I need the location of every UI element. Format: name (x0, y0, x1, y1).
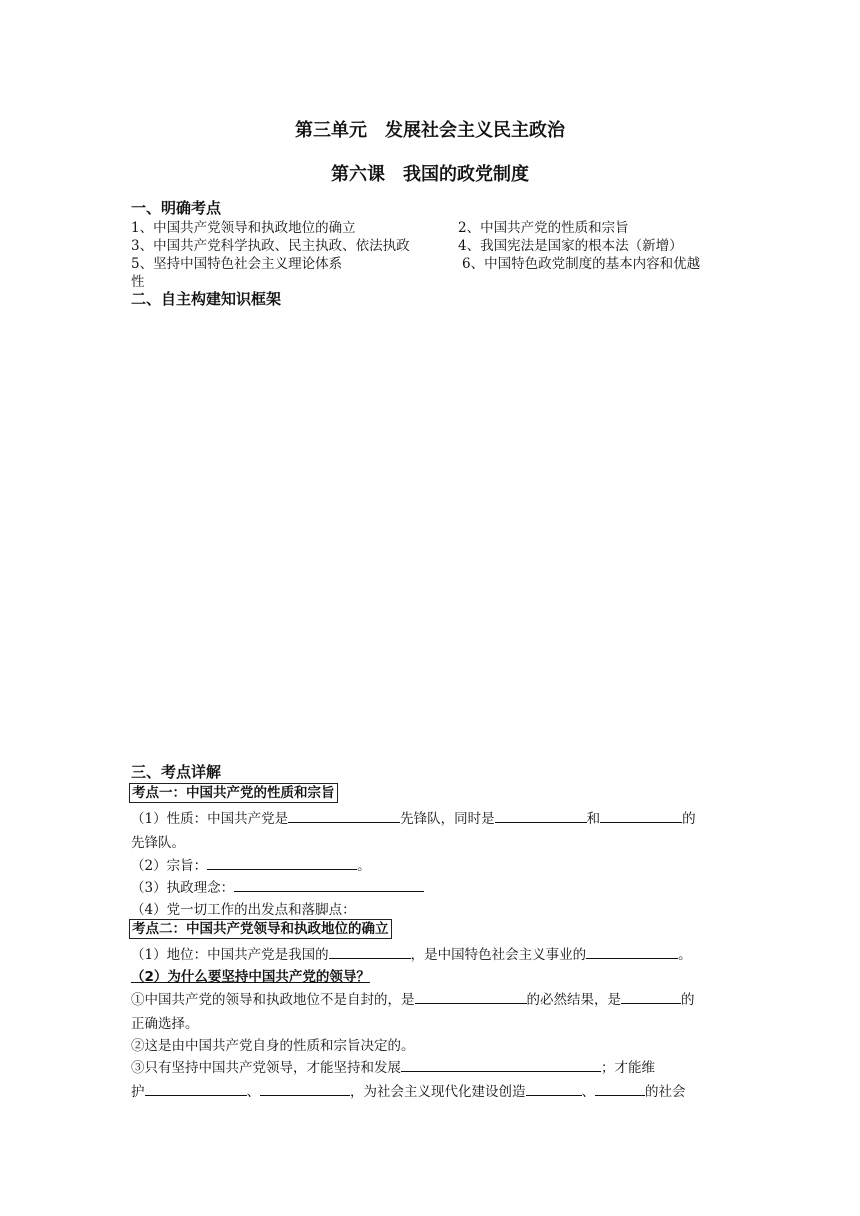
blank-r3-1[interactable] (401, 1057, 601, 1072)
section-heading-details: 三、考点详解 (131, 763, 222, 781)
kp2-status-line: （1）地位：中国共产党是我国的 ，是中国特色社会主义事业的 。 (131, 943, 692, 963)
unit-title: 第三单元 发展社会主义民主政治 (295, 120, 565, 141)
section-heading-knowledge-framework: 二、自主构建知识框架 (131, 290, 282, 308)
blank-r3-2[interactable] (145, 1081, 247, 1096)
kp1-start-line: （4）党一切工作的出发点和落脚点： (131, 902, 356, 918)
blank-status-1[interactable] (329, 944, 411, 959)
blank-idea[interactable] (234, 877, 424, 892)
exam-point-4: 4、我国宪法是国家的根本法（新增） (458, 238, 683, 254)
exam-point-2: 2、中国共产党的性质和宗旨 (458, 220, 629, 236)
section-heading-exam-points: 一、明确考点 (131, 199, 222, 217)
blank-r1-2[interactable] (621, 989, 681, 1004)
kp2-reason-1: ①中国共产党的领导和执政地位不是自封的，是 的必然结果，是 的 (131, 988, 695, 1008)
blank-1[interactable] (288, 808, 400, 823)
exam-point-6: 6、中国特色政党制度的基本内容和优越 (462, 256, 701, 272)
kp1-idea-line: （3）执政理念： (131, 876, 424, 896)
exam-point-6-continued: 性 (131, 274, 145, 290)
exam-point-1: 1、中国共产党领导和执政地位的确立 (131, 220, 356, 236)
kp1-nature-line: （1）性质：中国共产党是 先锋队，同时是 和 的 (131, 807, 696, 827)
kp2-reason-3-cont: 护 、 ，为社会主义现代化建设创造 、 的社会 (131, 1080, 686, 1100)
blank-purpose[interactable] (207, 855, 357, 870)
kp2-reason-1-cont: 正确选择。 (131, 1016, 199, 1032)
kp1-nature-line-cont: 先锋队。 (131, 835, 185, 851)
blank-r1-1[interactable] (415, 989, 527, 1004)
lesson-title: 第六课 我国的政党制度 (331, 164, 529, 185)
kp2-why-question: （2）为什么要坚持中国共产党的领导？ (131, 969, 370, 985)
blank-r3-3[interactable] (260, 1081, 350, 1096)
exam-point-5: 5、坚持中国特色社会主义理论体系 (131, 256, 343, 272)
blank-r3-4[interactable] (526, 1081, 582, 1096)
blank-status-2[interactable] (586, 944, 678, 959)
blank-r3-5[interactable] (595, 1081, 645, 1096)
blank-3[interactable] (600, 808, 682, 823)
kp2-reason-2: ②这是由中国共产党自身的性质和宗旨决定的。 (131, 1038, 415, 1054)
kp2-title-box: 考点二：中国共产党领导和执政地位的确立 (129, 919, 392, 939)
kp2-reason-3: ③只有坚持中国共产党领导，才能坚持和发展 ；才能维 (131, 1056, 655, 1076)
kp1-title-box: 考点一：中国共产党的性质和宗旨 (129, 783, 338, 803)
kp1-purpose-line: （2）宗旨： 。 (131, 854, 371, 874)
blank-2[interactable] (495, 808, 587, 823)
exam-point-3: 3、中国共产党科学执政、民主执政、依法执政 (131, 238, 410, 254)
